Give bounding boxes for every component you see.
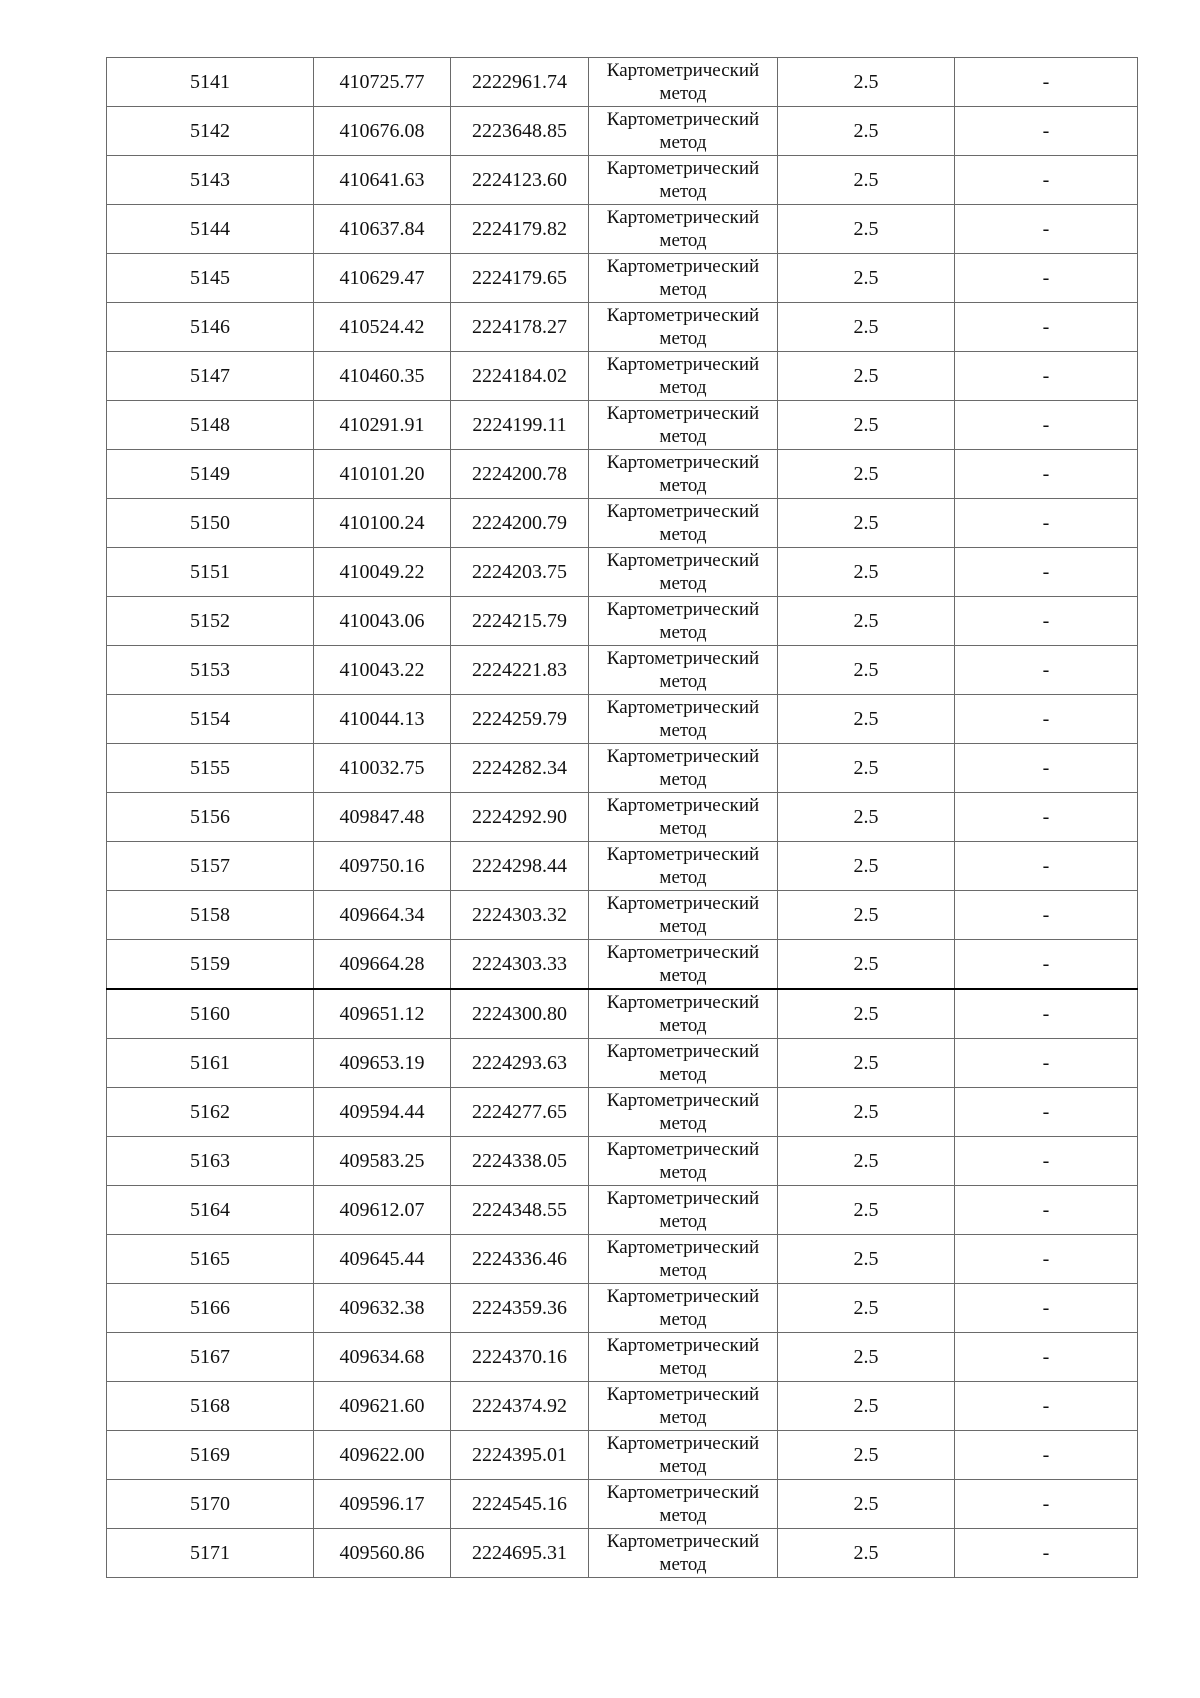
table-row	[107, 1382, 1138, 1431]
method-line-1: Картометрический	[606, 1482, 760, 1503]
accuracy-cell: 2.5	[778, 254, 955, 303]
accuracy-cell: 2.5	[778, 1088, 955, 1137]
method-line-2: метод	[659, 230, 707, 251]
note-cell: -	[955, 1333, 1138, 1382]
note-cell: -	[955, 548, 1138, 597]
x-coordinate-cell: 410032.75	[314, 744, 451, 793]
method-line-1: Картометрический	[606, 1090, 760, 1111]
method-line-2: метод	[659, 426, 707, 447]
x-coordinate-cell: 409750.16	[314, 842, 451, 891]
y-coordinate-cell: 2224338.05	[451, 1137, 589, 1186]
y-coordinate-cell: 2224199.11	[451, 401, 589, 450]
table-row	[107, 744, 1138, 793]
method-cell	[589, 842, 778, 891]
method-line-1: Картометрический	[606, 599, 760, 620]
table-row	[107, 254, 1138, 303]
note-cell: -	[955, 842, 1138, 891]
accuracy-cell: 2.5	[778, 58, 955, 107]
method-line-2: метод	[659, 1505, 707, 1526]
note-cell: -	[955, 107, 1138, 156]
note-cell: -	[955, 1529, 1138, 1578]
accuracy-cell: 2.5	[778, 1529, 955, 1578]
table-row	[107, 303, 1138, 352]
accuracy-cell: 2.5	[778, 548, 955, 597]
table-row	[107, 401, 1138, 450]
accuracy-cell: 2.5	[778, 1480, 955, 1529]
accuracy-cell: 2.5	[778, 205, 955, 254]
y-coordinate-cell: 2224300.80	[451, 989, 589, 1039]
y-coordinate-cell: 2224695.31	[451, 1529, 589, 1578]
method-cell	[589, 450, 778, 499]
point-number-cell: 5159	[107, 940, 314, 990]
method-cell	[589, 1235, 778, 1284]
note-cell: -	[955, 1382, 1138, 1431]
point-number-cell: 5150	[107, 499, 314, 548]
table-row	[107, 1088, 1138, 1137]
accuracy-cell: 2.5	[778, 156, 955, 205]
y-coordinate-cell: 2224374.92	[451, 1382, 589, 1431]
y-coordinate-cell: 2224277.65	[451, 1088, 589, 1137]
note-cell: -	[955, 597, 1138, 646]
method-line-2: метод	[659, 1113, 707, 1134]
table-row	[107, 597, 1138, 646]
note-cell: -	[955, 744, 1138, 793]
x-coordinate-cell: 410049.22	[314, 548, 451, 597]
x-coordinate-cell: 409621.60	[314, 1382, 451, 1431]
method-line-1: Картометрический	[606, 844, 760, 865]
method-cell	[589, 1529, 778, 1578]
point-number-cell: 5143	[107, 156, 314, 205]
point-number-cell: 5153	[107, 646, 314, 695]
note-cell: -	[955, 156, 1138, 205]
accuracy-cell: 2.5	[778, 1333, 955, 1382]
method-cell	[589, 1137, 778, 1186]
y-coordinate-cell: 2224221.83	[451, 646, 589, 695]
y-coordinate-cell: 2224395.01	[451, 1431, 589, 1480]
method-line-1: Картометрический	[606, 1335, 760, 1356]
method-cell	[589, 597, 778, 646]
point-number-cell: 5160	[107, 989, 314, 1039]
table-row	[107, 1186, 1138, 1235]
point-number-cell: 5155	[107, 744, 314, 793]
x-coordinate-cell: 409651.12	[314, 989, 451, 1039]
accuracy-cell: 2.5	[778, 1039, 955, 1088]
note-cell: -	[955, 1088, 1138, 1137]
point-number-cell: 5152	[107, 597, 314, 646]
y-coordinate-cell: 2224348.55	[451, 1186, 589, 1235]
note-cell: -	[955, 352, 1138, 401]
method-line-1: Картометрический	[606, 550, 760, 571]
method-line-2: метод	[659, 181, 707, 202]
x-coordinate-cell: 409622.00	[314, 1431, 451, 1480]
method-line-1: Картометрический	[606, 158, 760, 179]
y-coordinate-cell: 2224292.90	[451, 793, 589, 842]
accuracy-cell: 2.5	[778, 450, 955, 499]
note-cell: -	[955, 646, 1138, 695]
y-coordinate-cell: 2224336.46	[451, 1235, 589, 1284]
accuracy-cell: 2.5	[778, 499, 955, 548]
table-row	[107, 1431, 1138, 1480]
accuracy-cell: 2.5	[778, 989, 955, 1039]
x-coordinate-cell: 410460.35	[314, 352, 451, 401]
y-coordinate-cell: 2224259.79	[451, 695, 589, 744]
method-line-1: Картометрический	[606, 256, 760, 277]
x-coordinate-cell: 410637.84	[314, 205, 451, 254]
table-row	[107, 156, 1138, 205]
method-line-2: метод	[659, 1211, 707, 1232]
point-number-cell: 5157	[107, 842, 314, 891]
method-cell	[589, 499, 778, 548]
table-row	[107, 548, 1138, 597]
method-line-2: метод	[659, 328, 707, 349]
method-line-1: Картометрический	[606, 452, 760, 473]
note-cell: -	[955, 940, 1138, 990]
x-coordinate-cell: 409645.44	[314, 1235, 451, 1284]
method-line-2: метод	[659, 916, 707, 937]
accuracy-cell: 2.5	[778, 1137, 955, 1186]
table-row	[107, 107, 1138, 156]
table-row	[107, 1529, 1138, 1578]
method-cell	[589, 1480, 778, 1529]
x-coordinate-cell: 409583.25	[314, 1137, 451, 1186]
point-number-cell: 5161	[107, 1039, 314, 1088]
accuracy-cell: 2.5	[778, 107, 955, 156]
method-line-2: метод	[659, 867, 707, 888]
point-number-cell: 5145	[107, 254, 314, 303]
method-line-1: Картометрический	[606, 992, 760, 1013]
y-coordinate-cell: 2224184.02	[451, 352, 589, 401]
table-row	[107, 842, 1138, 891]
method-cell	[589, 1431, 778, 1480]
method-cell	[589, 1284, 778, 1333]
method-line-1: Картометрический	[606, 1384, 760, 1405]
method-line-2: метод	[659, 1064, 707, 1085]
method-line-2: метод	[659, 720, 707, 741]
x-coordinate-cell: 410044.13	[314, 695, 451, 744]
point-number-cell: 5148	[107, 401, 314, 450]
method-line-1: Картометрический	[606, 501, 760, 522]
note-cell: -	[955, 1235, 1138, 1284]
method-line-1: Картометрический	[606, 1286, 760, 1307]
method-line-2: метод	[659, 132, 707, 153]
method-line-2: метод	[659, 1309, 707, 1330]
method-cell	[589, 1039, 778, 1088]
point-number-cell: 5166	[107, 1284, 314, 1333]
x-coordinate-cell: 410629.47	[314, 254, 451, 303]
method-cell	[589, 401, 778, 450]
note-cell: -	[955, 450, 1138, 499]
method-cell	[589, 1333, 778, 1382]
table-row	[107, 1235, 1138, 1284]
point-number-cell: 5144	[107, 205, 314, 254]
method-line-1: Картометрический	[606, 795, 760, 816]
point-number-cell: 5167	[107, 1333, 314, 1382]
y-coordinate-cell: 2224282.34	[451, 744, 589, 793]
method-line-1: Картометрический	[606, 1041, 760, 1062]
note-cell: -	[955, 891, 1138, 940]
method-cell	[589, 1186, 778, 1235]
y-coordinate-cell: 2224359.36	[451, 1284, 589, 1333]
x-coordinate-cell: 409560.86	[314, 1529, 451, 1578]
y-coordinate-cell: 2224179.65	[451, 254, 589, 303]
note-cell: -	[955, 793, 1138, 842]
accuracy-cell: 2.5	[778, 646, 955, 695]
method-cell	[589, 303, 778, 352]
method-cell	[589, 1088, 778, 1137]
point-number-cell: 5154	[107, 695, 314, 744]
method-cell	[589, 940, 778, 990]
method-line-1: Картометрический	[606, 1433, 760, 1454]
x-coordinate-cell: 410101.20	[314, 450, 451, 499]
method-line-2: метод	[659, 671, 707, 692]
method-cell	[589, 254, 778, 303]
point-number-cell: 5162	[107, 1088, 314, 1137]
method-line-1: Картометрический	[606, 697, 760, 718]
table-row	[107, 940, 1138, 990]
point-number-cell: 5168	[107, 1382, 314, 1431]
note-cell: -	[955, 58, 1138, 107]
y-coordinate-cell: 2224200.79	[451, 499, 589, 548]
method-cell	[589, 989, 778, 1039]
accuracy-cell: 2.5	[778, 1186, 955, 1235]
x-coordinate-cell: 410524.42	[314, 303, 451, 352]
y-coordinate-cell: 2224298.44	[451, 842, 589, 891]
method-line-2: метод	[659, 1015, 707, 1036]
point-number-cell: 5171	[107, 1529, 314, 1578]
table-row	[107, 1137, 1138, 1186]
method-line-2: метод	[659, 524, 707, 545]
method-cell	[589, 891, 778, 940]
method-line-2: метод	[659, 1456, 707, 1477]
note-cell: -	[955, 1480, 1138, 1529]
accuracy-cell: 2.5	[778, 744, 955, 793]
point-number-cell: 5147	[107, 352, 314, 401]
method-line-1: Картометрический	[606, 893, 760, 914]
x-coordinate-cell: 410291.91	[314, 401, 451, 450]
y-coordinate-cell: 2224293.63	[451, 1039, 589, 1088]
method-line-1: Картометрический	[606, 354, 760, 375]
method-line-1: Картометрический	[606, 207, 760, 228]
note-cell: -	[955, 1186, 1138, 1235]
table-row	[107, 989, 1138, 1039]
method-cell	[589, 352, 778, 401]
table-body	[107, 58, 1138, 1578]
point-number-cell: 5170	[107, 1480, 314, 1529]
accuracy-cell: 2.5	[778, 891, 955, 940]
accuracy-cell: 2.5	[778, 1431, 955, 1480]
point-number-cell: 5164	[107, 1186, 314, 1235]
point-number-cell: 5163	[107, 1137, 314, 1186]
y-coordinate-cell: 2224200.78	[451, 450, 589, 499]
method-line-2: метод	[659, 622, 707, 643]
x-coordinate-cell: 409664.34	[314, 891, 451, 940]
y-coordinate-cell: 2224303.32	[451, 891, 589, 940]
method-line-1: Картометрический	[606, 1531, 760, 1552]
point-number-cell: 5151	[107, 548, 314, 597]
accuracy-cell: 2.5	[778, 1284, 955, 1333]
method-line-1: Картометрический	[606, 109, 760, 130]
method-line-1: Картометрический	[606, 746, 760, 767]
note-cell: -	[955, 499, 1138, 548]
method-cell	[589, 1382, 778, 1431]
method-cell	[589, 646, 778, 695]
method-line-1: Картометрический	[606, 1188, 760, 1209]
method-line-2: метод	[659, 769, 707, 790]
note-cell: -	[955, 695, 1138, 744]
note-cell: -	[955, 1137, 1138, 1186]
method-line-2: метод	[659, 818, 707, 839]
y-coordinate-cell: 2224178.27	[451, 303, 589, 352]
method-line-2: метод	[659, 1407, 707, 1428]
table-row	[107, 646, 1138, 695]
table-row	[107, 1333, 1138, 1382]
y-coordinate-cell: 2224303.33	[451, 940, 589, 990]
x-coordinate-cell: 409653.19	[314, 1039, 451, 1088]
method-line-2: метод	[659, 1162, 707, 1183]
table-row	[107, 1284, 1138, 1333]
x-coordinate-cell: 410100.24	[314, 499, 451, 548]
table-row	[107, 695, 1138, 744]
table-row	[107, 450, 1138, 499]
method-line-2: метод	[659, 965, 707, 986]
method-line-1: Картометрический	[606, 305, 760, 326]
coordinates-table	[106, 57, 1138, 1578]
x-coordinate-cell: 409594.44	[314, 1088, 451, 1137]
note-cell: -	[955, 401, 1138, 450]
accuracy-cell: 2.5	[778, 1382, 955, 1431]
table-row	[107, 1039, 1138, 1088]
x-coordinate-cell: 410725.77	[314, 58, 451, 107]
accuracy-cell: 2.5	[778, 940, 955, 990]
method-line-2: метод	[659, 573, 707, 594]
table-row	[107, 205, 1138, 254]
table-row	[107, 499, 1138, 548]
method-line-2: метод	[659, 279, 707, 300]
point-number-cell: 5165	[107, 1235, 314, 1284]
y-coordinate-cell: 2224123.60	[451, 156, 589, 205]
method-line-1: Картометрический	[606, 1139, 760, 1160]
note-cell: -	[955, 254, 1138, 303]
x-coordinate-cell: 409632.38	[314, 1284, 451, 1333]
x-coordinate-cell: 410676.08	[314, 107, 451, 156]
y-coordinate-cell: 2223648.85	[451, 107, 589, 156]
x-coordinate-cell: 409847.48	[314, 793, 451, 842]
method-cell	[589, 695, 778, 744]
method-line-1: Картометрический	[606, 942, 760, 963]
accuracy-cell: 2.5	[778, 842, 955, 891]
x-coordinate-cell: 410641.63	[314, 156, 451, 205]
method-cell	[589, 205, 778, 254]
method-cell	[589, 107, 778, 156]
method-line-2: метод	[659, 475, 707, 496]
y-coordinate-cell: 2224370.16	[451, 1333, 589, 1382]
x-coordinate-cell: 410043.22	[314, 646, 451, 695]
table-row	[107, 352, 1138, 401]
table-row	[107, 58, 1138, 107]
point-number-cell: 5141	[107, 58, 314, 107]
point-number-cell: 5169	[107, 1431, 314, 1480]
x-coordinate-cell: 410043.06	[314, 597, 451, 646]
method-line-2: метод	[659, 1554, 707, 1575]
point-number-cell: 5158	[107, 891, 314, 940]
accuracy-cell: 2.5	[778, 303, 955, 352]
method-cell	[589, 548, 778, 597]
method-line-2: метод	[659, 83, 707, 104]
accuracy-cell: 2.5	[778, 597, 955, 646]
method-cell	[589, 744, 778, 793]
note-cell: -	[955, 1039, 1138, 1088]
method-cell	[589, 793, 778, 842]
method-line-1: Картометрический	[606, 648, 760, 669]
accuracy-cell: 2.5	[778, 695, 955, 744]
point-number-cell: 5142	[107, 107, 314, 156]
note-cell: -	[955, 1431, 1138, 1480]
point-number-cell: 5146	[107, 303, 314, 352]
method-line-1: Картометрический	[606, 1237, 760, 1258]
method-line-1: Картометрический	[606, 403, 760, 424]
y-coordinate-cell: 2224215.79	[451, 597, 589, 646]
method-cell	[589, 58, 778, 107]
table-row	[107, 1480, 1138, 1529]
table-row	[107, 891, 1138, 940]
note-cell: -	[955, 989, 1138, 1039]
accuracy-cell: 2.5	[778, 793, 955, 842]
accuracy-cell: 2.5	[778, 401, 955, 450]
method-line-1: Картометрический	[606, 60, 760, 81]
x-coordinate-cell: 409634.68	[314, 1333, 451, 1382]
accuracy-cell: 2.5	[778, 1235, 955, 1284]
note-cell: -	[955, 1284, 1138, 1333]
y-coordinate-cell: 2224545.16	[451, 1480, 589, 1529]
accuracy-cell: 2.5	[778, 352, 955, 401]
x-coordinate-cell: 409596.17	[314, 1480, 451, 1529]
method-line-2: метод	[659, 1358, 707, 1379]
note-cell: -	[955, 303, 1138, 352]
x-coordinate-cell: 409612.07	[314, 1186, 451, 1235]
y-coordinate-cell: 2224203.75	[451, 548, 589, 597]
note-cell: -	[955, 205, 1138, 254]
point-number-cell: 5156	[107, 793, 314, 842]
point-number-cell: 5149	[107, 450, 314, 499]
table-row	[107, 793, 1138, 842]
method-line-2: метод	[659, 377, 707, 398]
y-coordinate-cell: 2224179.82	[451, 205, 589, 254]
x-coordinate-cell: 409664.28	[314, 940, 451, 990]
method-cell	[589, 156, 778, 205]
method-line-2: метод	[659, 1260, 707, 1281]
y-coordinate-cell: 2222961.74	[451, 58, 589, 107]
